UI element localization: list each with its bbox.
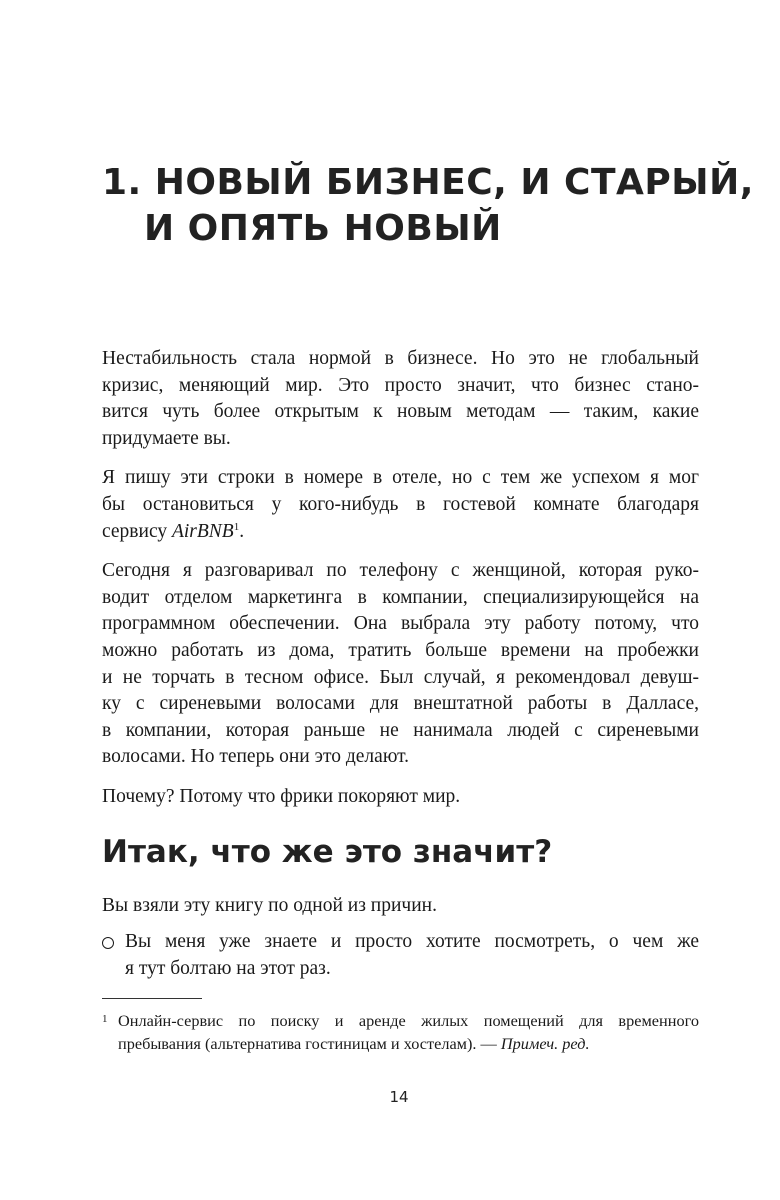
footnote-number: 1 [102,1013,108,1025]
text-line: и не торчать в тесном офисе. Был случай, я рекомендовал девуш- [102,666,699,688]
text-line: волосами. Но теперь они это делают. [102,746,410,768]
body-text [102,346,699,824]
footnote [102,1010,699,1055]
page-number: 14 [389,1088,409,1106]
text-line: ку с сиреневыми волосами для внештатной работы в Далласе, [102,693,699,715]
footnote-text [118,1010,699,1055]
text-line: Почему? Потому что фрики покоряют мир. [102,785,461,807]
text-fragment: пребывания (альтернатива гостиницам и хостелам). — [118,1033,501,1053]
text-line: можно работать из дома, тратить больше времени на пробежки [102,639,699,661]
text-line: придумаете вы. [102,427,231,449]
text-line: вится чуть более открытым к новым методам — таким, какие [102,401,699,423]
chapter-title-line-2: И ОПЯТЬ НОВЫЙ [144,208,502,249]
chapter-title-line-1: 1. НОВЫЙ БИЗНЕС, И СТАРЫЙ, [102,162,754,203]
text-line: кризис, меняющий мир. Это просто значит, что бизнес стано- [102,374,699,396]
text-line: Нестабильность стала нормой в бизнесе. Но это не глобальный [102,348,699,369]
text-line: в компании, которая раньше не нанимала людей с сиреневыми [102,719,699,741]
section-heading: Итак, что же это значит? [102,834,553,870]
text-line: Вы меня уже знаете и просто хотите посмотреть, о чем же [125,931,699,952]
chapter-title [102,160,754,252]
text-fragment: . [239,520,245,542]
text-line [118,1033,699,1056]
text-line: Сегодня я разговаривал по телефону с женщиной, которая руко- [102,560,699,582]
text-line [102,519,699,546]
airbnb-name: AirBNB [171,520,234,542]
footnote-reference[interactable]: 1 [233,520,240,533]
paragraph [102,784,699,811]
paragraph [102,465,699,545]
paragraph [102,346,699,452]
text-line: Онлайн-сервис по поиску и аренде жилых помещений для временного [118,1011,699,1030]
editor-note: Примеч. ред. [500,1033,590,1053]
text-line: я тут болтаю на этот раз. [125,957,331,979]
paragraph [102,558,699,771]
list-item-text [125,929,699,982]
text-line: Я пишу эти строки в номере в отеле, но с тем же успехом я мог [102,467,699,489]
text-line: водит отделом маркетинга в компании, специализирующейся на [102,586,699,608]
circle-bullet-icon [102,937,114,949]
text-line: бы остановиться у кого-нибудь в гостевой комнате благодаря [102,493,699,515]
section-intro: Вы взяли эту книгу по одной из причин. [102,895,437,916]
footnote-divider [102,998,202,999]
text-line: программном обеспечении. Она выбрала эту работу потому, что [102,613,699,635]
list-item [102,929,699,982]
text-fragment: сервису [102,520,172,542]
